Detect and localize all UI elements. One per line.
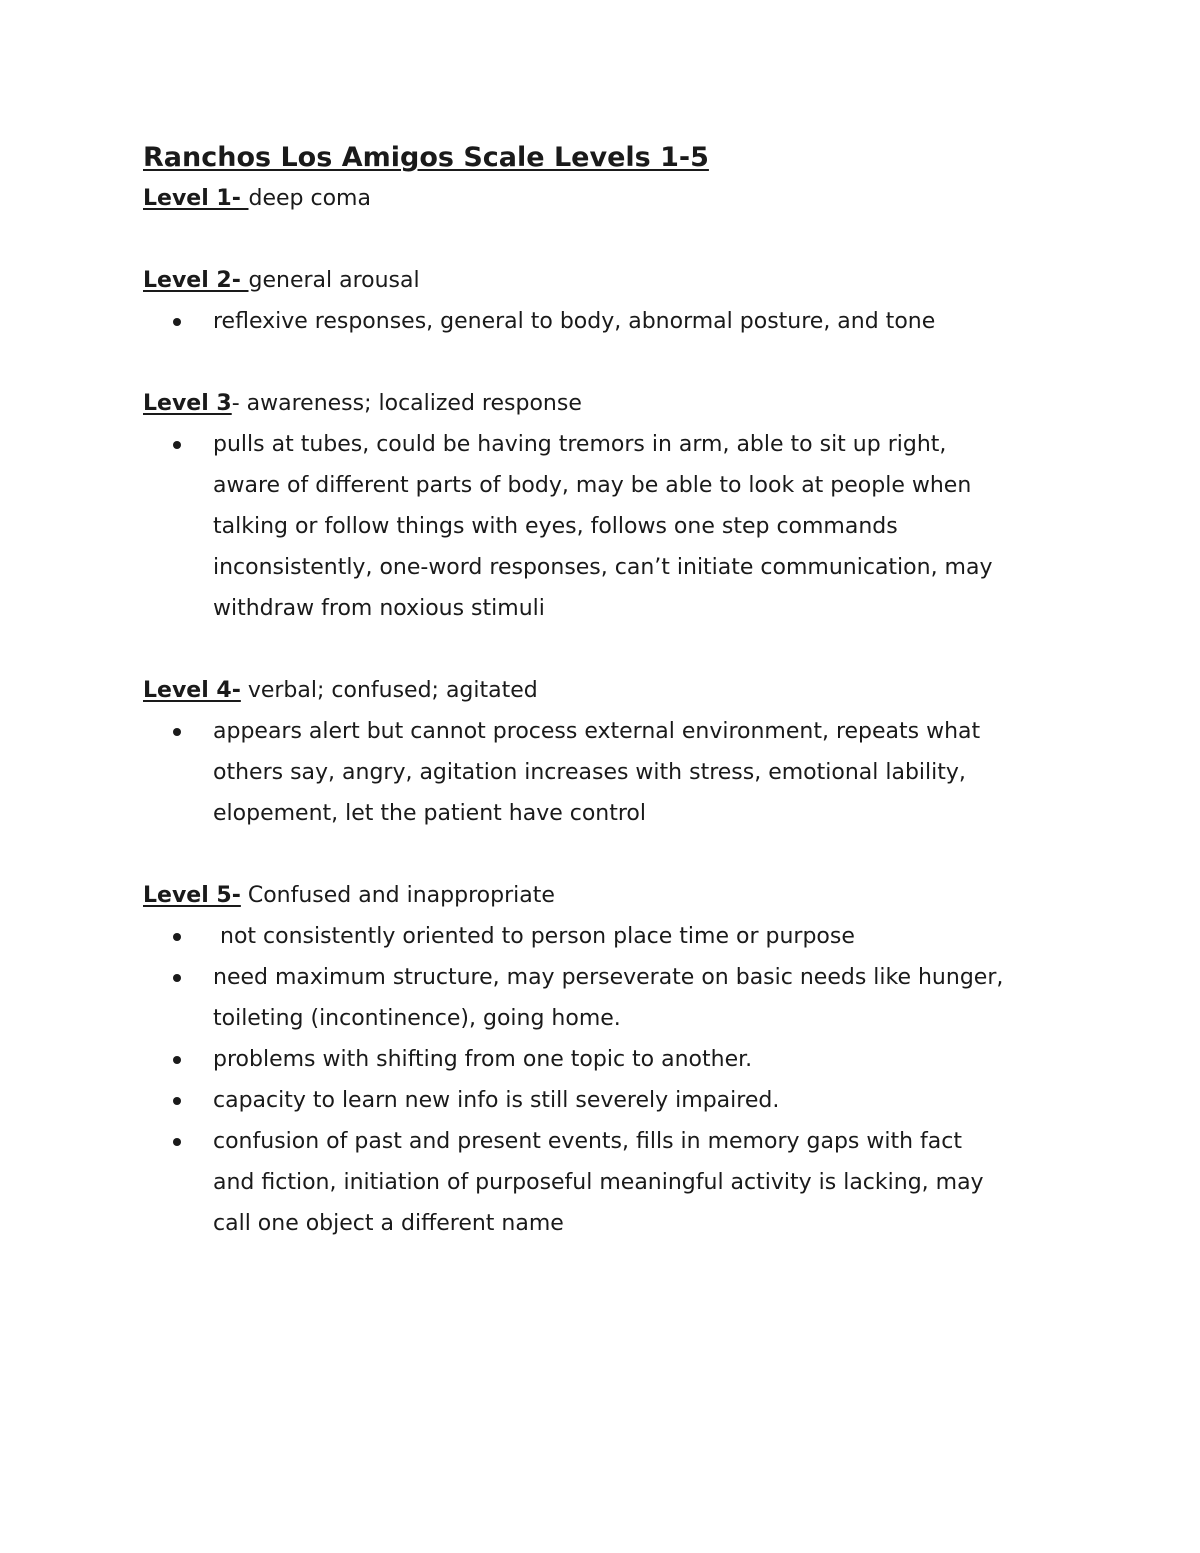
level-5-label: Level 5- [143,883,241,908]
level-2-section [143,260,1073,342]
level-5-bullet-list [143,916,1073,1244]
level-3-label: Level 3 [143,391,232,416]
level-4-label: Level 4- [143,678,241,703]
level-2-label: Level 2- [143,268,249,293]
level-5-bullet: confusion of past and present events, fills in memory gaps with fact and fiction, initiation of purposeful meaningful activity is lacking, may call one object a different name [143,1121,1073,1244]
level-5-bullet: problems with shifting from one topic to another. [143,1039,1073,1080]
spacer [143,834,1073,875]
level-4-description: verbal; confused; agitated [240,678,538,703]
level-2-bullet: reflexive responses, general to body, abnormal posture, and tone [143,301,1073,342]
level-4-heading [143,670,1073,711]
level-3-section [143,383,1073,629]
level-1-heading [143,178,1073,219]
level-1-section [143,178,1073,219]
level-3-heading [143,383,1073,424]
spacer [143,342,1073,383]
level-1-description: deep coma [248,186,371,211]
level-4-bullet: appears alert but cannot process external environment, repeats what others say, angry, agitation increases with stress, emotional lability, elopement, let the patient have control [143,711,1073,834]
level-3-bullet: pulls at tubes, could be having tremors in arm, able to sit up right, aware of different parts of body, may be able to look at people when talking or follow things with eyes, follows one step commands inconsistently, one-word responses, can’t initiate communication, may withdraw from noxious stimuli [143,424,1073,629]
level-3-description: - awareness; localized response [231,391,582,416]
level-2-heading [143,260,1073,301]
level-2-description: general arousal [248,268,420,293]
level-1-label: Level 1- [143,186,249,211]
document-page [143,138,1073,1244]
level-2-bullet-list [143,301,1073,342]
level-5-description: Confused and inappropriate [240,883,555,908]
level-4-section [143,670,1073,834]
level-5-bullet: need maximum structure, may perseverate on basic needs like hunger, toileting (incontinence), going home. [143,957,1073,1039]
level-5-section [143,875,1073,1244]
spacer [143,219,1073,260]
level-4-bullet-list [143,711,1073,834]
spacer [143,629,1073,670]
level-5-bullet: capacity to learn new info is still severely impaired. [143,1080,1073,1121]
level-5-heading [143,875,1073,916]
document-title: Ranchos Los Amigos Scale Levels 1-5 [143,142,709,173]
level-3-bullet-list [143,424,1073,629]
level-5-bullet: not consistently oriented to person place time or purpose [143,916,1073,957]
